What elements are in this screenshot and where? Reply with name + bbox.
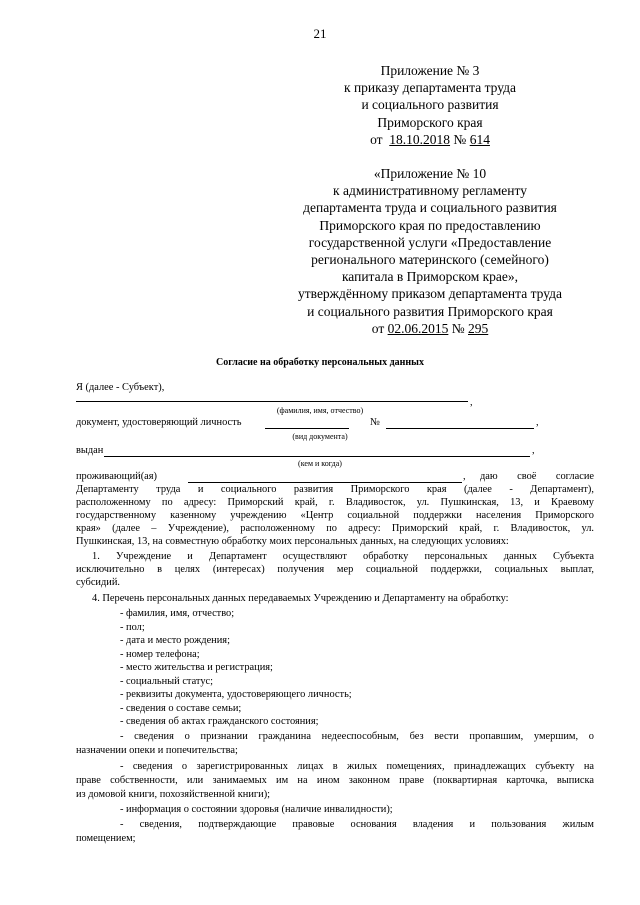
consent-line-3: расположенному по адресу: Приморский край, г. Владивосток, ул. Пушкинская, 13, и Краевому — [76, 497, 594, 508]
subject-label: Я (далее - Субъект), — [76, 382, 165, 393]
list-item-registered-1: - сведения о зарегистрированных лицах в жилых помещениях, принадлежащих субъекту на — [120, 761, 594, 772]
list-item-registered-3: из домовой книги, похозяйственной книги); — [76, 789, 271, 800]
list-item-registered-2: праве собственности, или занимаемых им на ином законном праве (поквартирная карточка, выписка — [76, 775, 594, 786]
number-sign: № — [453, 131, 467, 147]
list-item-housing-1: - сведения, подтверждающие правовые основания владения и пользования жилым — [120, 819, 594, 830]
consent-line-5: края» (далее – Учреждение), расположенному по адресу: Приморский край, г. Владивосток, ул. — [76, 523, 594, 534]
issued-hint: (кем и когда) — [298, 459, 342, 468]
order-date: 18.10.2018 — [389, 131, 451, 147]
appendix-3-date-line — [250, 131, 610, 148]
appendix-10-line-1: «Приложение № 10 — [373, 166, 487, 181]
appendix-10-line-6: регионального материнского (семейного) — [311, 252, 549, 268]
list-item: - сведения о составе семьи; — [120, 702, 242, 714]
appendix-10-line-4: Приморского края по предоставлению — [319, 217, 541, 233]
appendix-3-header — [250, 62, 610, 148]
list-item: - сведения об актах гражданского состояния; — [120, 716, 319, 727]
list-item: - реквизиты документа, удостоверяющего личность; — [120, 689, 352, 700]
regulation-date: 02.06.2015 — [387, 320, 449, 336]
appendix-3-line-3: и социального развития — [361, 97, 499, 113]
list-item: - социальный статус; — [120, 675, 214, 687]
order-number: 614 — [469, 131, 490, 147]
issued-comma: , — [532, 445, 535, 456]
from-label: от — [370, 131, 383, 147]
doc-type-field[interactable] — [265, 428, 349, 429]
list-item-health: - информация о состоянии здоровья (наличие инвалидности); — [120, 804, 393, 815]
appendix-10-line-5: государственной услуги «Предоставление — [308, 234, 552, 250]
list-item: - дата и место рождения; — [120, 635, 230, 646]
clause-1-line-2: исключительно в целях (интересах) получения мер социальной поддержки, социальных выплат, — [76, 564, 594, 575]
doc-number-sign: № — [370, 417, 380, 428]
appendix-10-line-7: капитала в Приморском крае», — [341, 269, 519, 285]
doc-hint: (вид документа) — [292, 432, 348, 441]
consent-tail: даю своё согласие — [480, 471, 594, 482]
issued-field[interactable] — [104, 456, 530, 457]
list-item: - фамилия, имя, отчество; — [120, 608, 235, 619]
fio-hint: (фамилия, имя, отчество) — [276, 406, 364, 415]
clause-1-line-1: 1. Учреждение и Департамент осуществляют обработку персональных данных Субъекта — [92, 551, 594, 562]
doc-number-field[interactable] — [386, 428, 534, 429]
appendix-10-line-8: утверждённому приказом департамента труда — [298, 286, 562, 302]
regulation-number: 295 — [468, 320, 489, 336]
consent-line-6: Пушкинская, 13, на совместную обработку моих персональных данных, на следующих условиях: — [76, 536, 509, 547]
list-item: - номер телефона; — [120, 648, 200, 660]
residence-label: проживающий(ая) — [76, 471, 158, 482]
clause-4-heading: 4. Перечень персональных данных передаваемых Учреждению и Департаменту на обработку: — [92, 593, 509, 604]
list-item-housing-2: помещением; — [76, 833, 136, 844]
document-title: Согласие на обработку персональных данных — [215, 357, 424, 368]
personal-data-list — [120, 607, 352, 729]
consent-line-2: Департаменту труда и социального развития Приморского края (далее - Департамент), — [76, 484, 594, 495]
consent-line-4: государственному казенному учреждению «Центр социальной поддержки населения Приморского — [76, 510, 594, 521]
doc-label: документ, удостоверяющий личность — [76, 417, 242, 428]
appendix-10-date-line — [250, 320, 610, 337]
appendix-10-line-3: департамента труда и социального развития — [303, 200, 557, 216]
page-number: 21 — [313, 26, 327, 41]
from-label: от — [371, 320, 385, 336]
list-item: - пол; — [120, 621, 145, 633]
list-item: - место жительства и регистрация; — [120, 662, 273, 673]
residence-comma: , — [463, 471, 466, 482]
appendix-3-line-1: Приложение № 3 — [380, 63, 480, 78]
appendix-10-line-9: и социального развития Приморского края — [307, 303, 553, 319]
fio-field[interactable] — [76, 401, 468, 402]
appendix-10-line-2: к административному регламенту — [333, 183, 527, 199]
appendix-3-line-2: к приказу департамента труда — [344, 80, 516, 96]
appendix-3-line-4: Приморского края — [377, 114, 483, 130]
list-item-incapacity-1: - сведения о признании гражданина недееспособным, без вести пропавшим, умершим, о — [120, 731, 594, 742]
appendix-10-header — [250, 165, 610, 337]
issued-label: выдан — [76, 445, 104, 456]
number-sign: № — [451, 320, 465, 336]
clause-1-line-3: субсидий. — [76, 577, 120, 588]
doc-comma: , — [536, 417, 539, 428]
fio-comma: , — [470, 397, 473, 408]
list-item-incapacity-2: назначении опеки и попечительства; — [76, 745, 238, 756]
